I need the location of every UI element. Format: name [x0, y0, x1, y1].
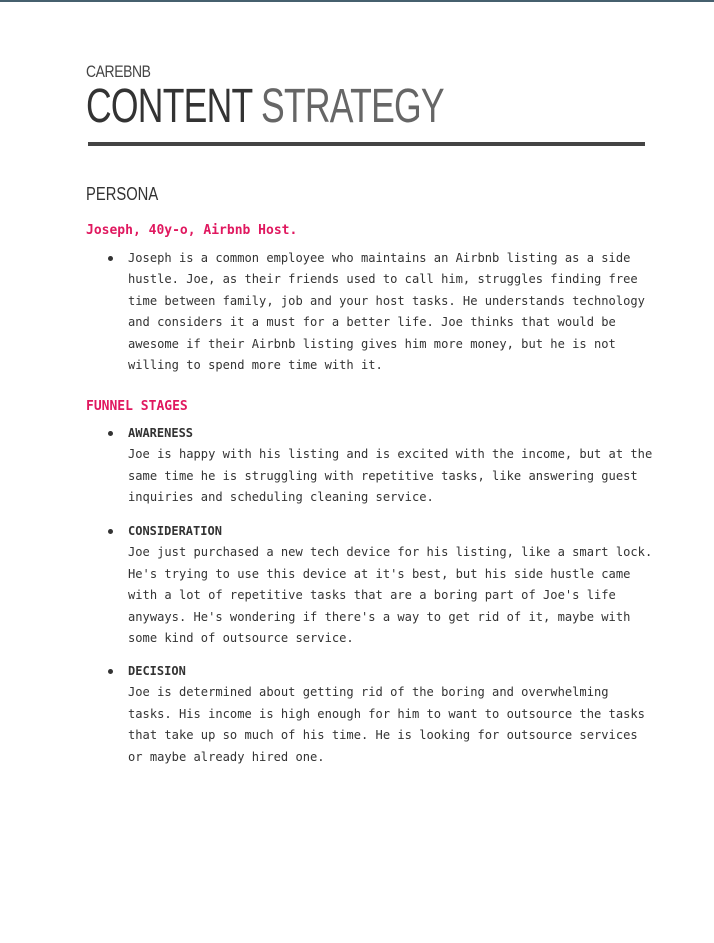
stage-line: or maybe already hired one.: [128, 749, 325, 764]
persona-line: hustle. Joe, as their friends used to call him, struggles finding free: [128, 272, 638, 287]
stage-line: that take up so much of his time. He is looking for outsource services: [128, 728, 638, 743]
stage-line: Joe is determined about getting rid of the boring and overwhelming: [128, 685, 609, 700]
persona-description: [128, 248, 648, 376]
brand-name: CAREBNB: [86, 62, 151, 81]
stage-awareness: [128, 423, 653, 509]
title-part-content: CONTENT: [86, 80, 252, 133]
stage-label: DECISION: [128, 664, 186, 678]
top-border: [0, 0, 714, 2]
persona-line: awesome if their Airbnb listing gives him more money, but he is not: [128, 336, 616, 351]
persona-heading: PERSONA: [86, 184, 159, 204]
stage-label: CONSIDERATION: [128, 524, 222, 538]
stage-line: tasks. His income is high enough for him to want to outsource the tasks: [128, 706, 645, 721]
stage-line: some kind of outsource service.: [128, 631, 354, 646]
stage-label: AWARENESS: [128, 426, 194, 440]
stage-line: Joe just purchased a new tech device for his listing, like a smart lock.: [128, 545, 653, 560]
stage-line: with a lot of repetitive tasks that are a boring part of Joe's life: [128, 588, 616, 603]
funnel-stages-heading: FUNNEL STAGES: [86, 399, 188, 414]
persona-line: willing to spend more time with it.: [128, 358, 383, 373]
stage-line: He's trying to use this device at it's best, but his side hustle came: [128, 566, 631, 581]
persona-line: Joseph is a common employee who maintains an Airbnb listing as a side: [128, 251, 631, 265]
title-part-strategy: STRATEGY: [260, 80, 444, 133]
stage-line: Joe is happy with his listing and is excited with the income, but at the: [128, 447, 653, 462]
stage-line: anyways. He's wondering if there's a way to get rid of it, maybe with: [128, 609, 631, 624]
stage-line: inquiries and scheduling cleaning service.: [128, 490, 434, 505]
persona-name: Joseph, 40y-o, Airbnb Host.: [86, 223, 298, 238]
persona-line: time between family, job and your host tasks. He understands technology: [128, 293, 645, 308]
page-title: [86, 78, 444, 136]
persona-line: and considers it a must for a better life. Joe thinks that would be: [128, 315, 616, 330]
stage-line: same time he is struggling with repetitive tasks, like answering guest: [128, 468, 638, 483]
stage-decision: [128, 661, 648, 768]
stage-consideration: [128, 521, 653, 649]
title-divider: [88, 142, 645, 146]
